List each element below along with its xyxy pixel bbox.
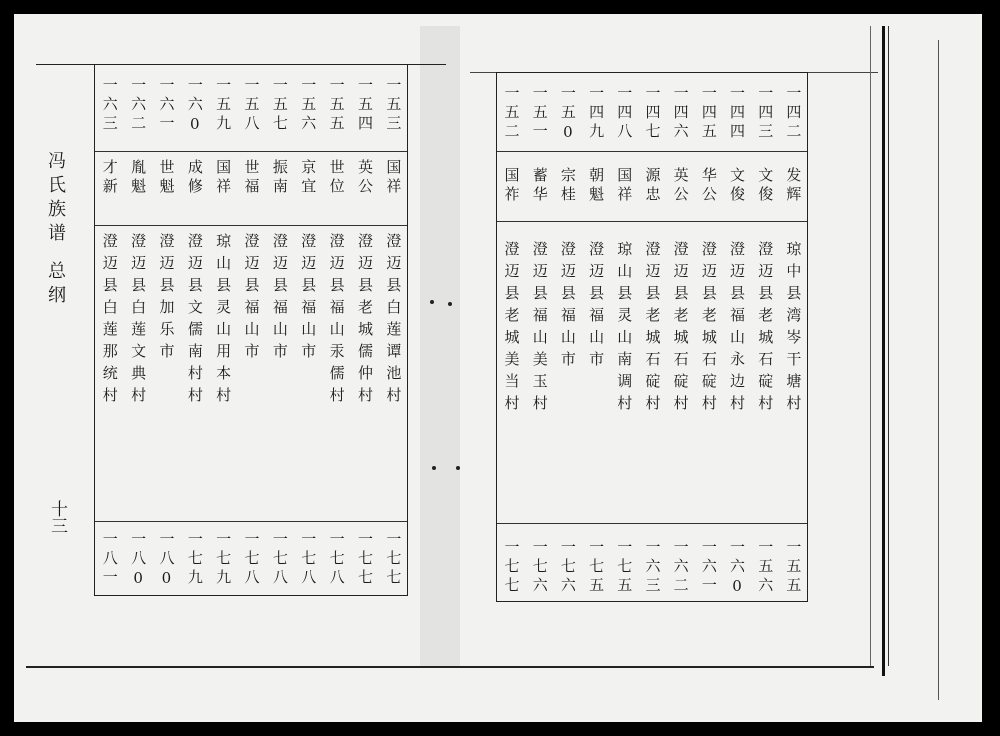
entry-number: 一四五 [699,85,718,142]
entry-name: 成修 [185,159,204,197]
entry-column [350,65,378,595]
entry-name: 英公 [355,159,374,197]
entry-number: 一五四 [355,77,374,134]
entry-columns [95,65,407,595]
entry-name: 世位 [327,159,346,197]
entry-address: 澄迈县白莲那统村 [100,233,119,409]
entry-address: 澄迈县福山市 [270,233,289,365]
entry-address: 澄迈县福山永边村 [728,241,747,417]
entry-number: 一五八 [242,77,261,134]
entry-page-ref: 一七九 [185,531,204,588]
entry-column [497,73,525,601]
entry-page-ref: 一七八 [299,531,318,588]
entry-column [237,65,265,595]
entry-number: 一四三 [756,85,775,142]
entry-number: 一四六 [671,85,690,142]
entry-column [553,73,581,601]
ink-speck [432,466,436,470]
entry-number: 一五五 [327,77,346,134]
entry-number: 一四二 [784,85,803,142]
entry-column [666,73,694,601]
entry-address: 澄迈县老城石碇村 [699,241,718,417]
ink-speck [430,300,434,304]
entry-name: 振南 [270,159,289,197]
entry-column [722,73,750,601]
entry-name: 世魁 [157,159,176,197]
entry-page-ref: 一七八 [270,531,289,588]
entry-column [152,65,180,595]
entry-name: 国祥 [214,159,233,197]
entry-name: 英公 [671,167,690,205]
entry-number: 一四四 [728,85,747,142]
entry-address: 琼山县灵山用本村 [214,233,233,409]
entry-name: 源忠 [643,167,662,205]
entry-number: 一六二 [129,77,148,134]
entry-column [265,65,293,595]
entry-page-ref: 一六三 [643,539,662,596]
ink-speck [448,302,452,306]
entry-page-ref: 一七七 [384,531,403,588]
entry-column [582,73,610,601]
entry-number: 一五六 [299,77,318,134]
entry-name: 胤魁 [129,159,148,197]
entry-name: 国祥 [615,167,634,205]
entry-name: 京宜 [299,159,318,197]
entry-address: 澄迈县老城石碇村 [756,241,775,417]
heading-char: 总 [48,261,66,282]
entry-address: 澄迈县福山汞儒村 [327,233,346,409]
entry-address: 澄迈县福山市 [242,233,261,365]
entry-number: 一五九 [214,77,233,134]
page-edge-line [888,26,889,666]
entry-page-ref: 一八0 [157,531,176,591]
entry-column [525,73,553,601]
entry-page-ref: 一七六 [558,539,577,596]
entry-page-ref: 一五六 [756,539,775,596]
entry-column [180,65,208,595]
entry-name: 文俊 [728,167,747,205]
entry-column [379,65,407,595]
page-number: 十三 [47,500,67,534]
heading-char: 氏 [48,175,66,196]
entry-page-ref: 一五五 [784,539,803,596]
entry-address: 澄迈县加乐市 [157,233,176,365]
index-table-right [496,72,808,602]
entry-name: 世福 [242,159,261,197]
entry-column [95,65,123,595]
entry-page-ref: 一七八 [327,531,346,588]
entry-address: 琼中县湾岑干塘村 [784,241,803,417]
ink-speck [456,466,460,470]
entry-number: 一五一 [530,85,549,142]
entry-name: 文俊 [756,167,775,205]
entry-number: 一五0 [558,85,577,145]
entry-address: 澄迈县老城儒仲村 [355,233,374,409]
entry-name: 国祥 [384,159,403,197]
page-edge-line [870,26,871,666]
entry-column [123,65,151,595]
entry-column [638,73,666,601]
entry-number: 一六一 [157,77,176,134]
entry-name: 蓄华 [530,167,549,205]
entry-address: 澄迈县福山市 [587,241,606,373]
entry-name: 才新 [100,159,119,197]
entry-page-ref: 一七五 [615,539,634,596]
entry-name: 朝魁 [587,167,606,205]
page-edge-line [938,40,939,700]
entry-page-ref: 一七八 [242,531,261,588]
genealogy-heading [46,150,68,308]
entry-name: 宗桂 [558,167,577,205]
bottom-rule [26,666,874,668]
entry-page-ref: 一七九 [214,531,233,588]
entry-number: 一四七 [643,85,662,142]
entry-address: 澄迈县文儒南村村 [185,233,204,409]
entry-number: 一四八 [615,85,634,142]
entry-column [322,65,350,595]
entry-columns [497,73,807,601]
entry-page-ref: 一六一 [699,539,718,596]
entry-page-ref: 一七七 [355,531,374,588]
entry-page-ref: 一七六 [530,539,549,596]
entry-address: 澄迈县福山美玉村 [530,241,549,417]
entry-column [610,73,638,601]
entry-number: 一六0 [185,77,204,137]
entry-page-ref: 一六0 [728,539,747,599]
entry-column [694,73,722,601]
entry-column [779,73,807,601]
entry-page-ref: 一八0 [129,531,148,591]
entry-page-ref: 一七七 [502,539,521,596]
entry-column [208,65,236,595]
entry-address: 澄迈县白莲谭池村 [384,233,403,409]
index-table-left [94,64,408,596]
entry-address: 澄迈县老城美当村 [502,241,521,417]
heading-char: 谱 [48,223,66,244]
entry-name: 华公 [699,167,718,205]
entry-address: 澄迈县白莲文典村 [129,233,148,409]
page-edge-line [882,26,885,676]
entry-number: 一五三 [384,77,403,134]
entry-address: 琼山县灵山南调村 [615,241,634,417]
entry-column [751,73,779,601]
entry-address: 澄迈县福山市 [558,241,577,373]
heading-char: 纲 [48,285,66,306]
entry-page-ref: 一六二 [671,539,690,596]
entry-page-ref: 一八一 [100,531,119,588]
entry-name: 国祚 [502,167,521,205]
heading-char: 冯 [48,151,66,172]
heading-char: 族 [48,199,66,220]
entry-page-ref: 一七五 [587,539,606,596]
entry-column [294,65,322,595]
entry-number: 一四九 [587,85,606,142]
entry-name: 发辉 [784,167,803,205]
gutter-shadow [420,26,460,666]
entry-address: 澄迈县福山市 [299,233,318,365]
entry-address: 澄迈县老城石碇村 [643,241,662,417]
entry-number: 一五二 [502,85,521,142]
entry-number: 一六三 [100,77,119,134]
entry-number: 一五七 [270,77,289,134]
entry-address: 澄迈县老城石碇村 [671,241,690,417]
